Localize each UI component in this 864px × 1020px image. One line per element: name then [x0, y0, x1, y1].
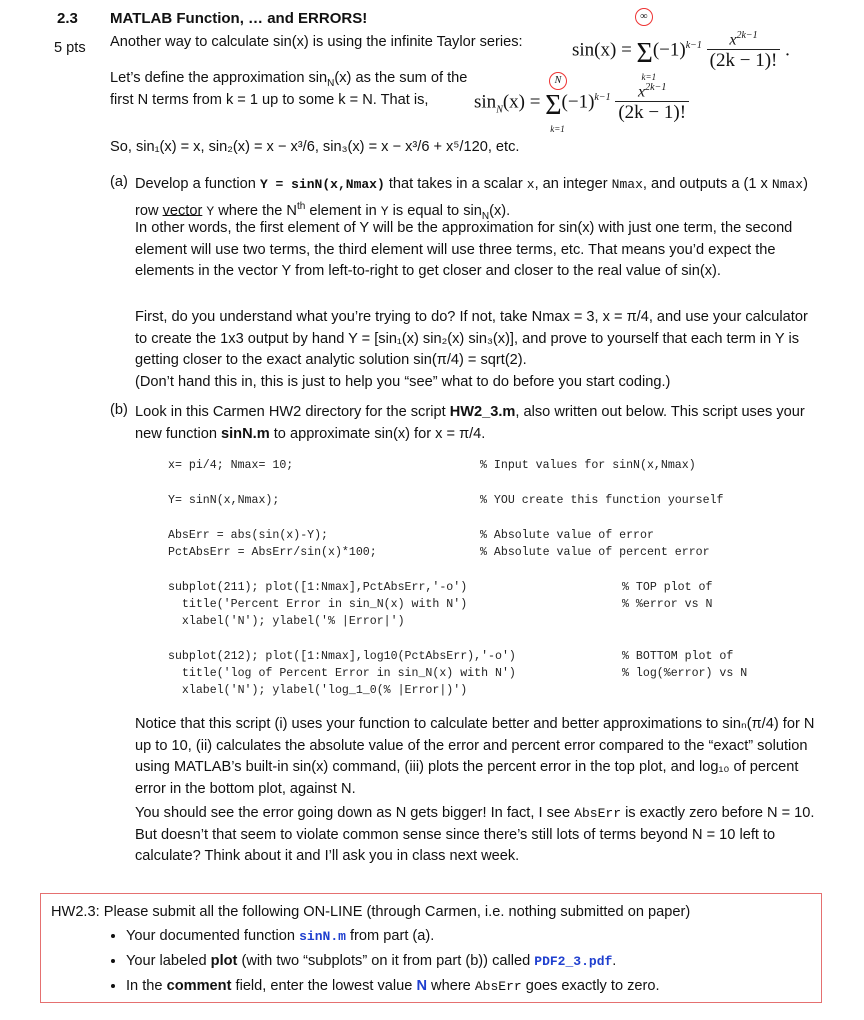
infinity-circle-annotation: ∞	[635, 8, 653, 26]
examples: So, sin₁(x) = x, sin₂(x) = x − x³/6, sin₃(x) = x − x³/6 + x⁵/120, etc.	[110, 139, 520, 155]
equation-sinN: $\sin_N(x) = \Sigma$ k=1 $(-1)^{k-1}$ $\frac{x^{2k-1}}{(2k - 1)!}$	[474, 82, 689, 124]
part-b-label: (b)	[110, 402, 128, 418]
part-b-p3: You should see the error going down as N gets bigger! In fact, I see AbsErr is exactly zero before N = 10. But doesn’t that seem to violate common sense since there’s still lots of terms beyond N = 10 left to calculate? Think about it and I’ll ask you in class next week.	[135, 805, 815, 864]
part-a-label: (a)	[110, 174, 128, 190]
points: 5 pts	[54, 40, 86, 56]
part-a-p1: Develop a function Y = sinN(x,Nmax) that takes in a scalar x, an integer Nmax, and outputs a (1 x Nmax) row vector Y where the $N^{th}$ element in Y is equal to $\sin_N(x)$.	[135, 176, 808, 222]
submit-item-comment: • In the comment field, enter the lowest value N where AbsErr goes exactly to zero.	[126, 974, 660, 999]
section-title: MATLAB Function, … and ERRORS!	[110, 10, 368, 27]
submission-box	[40, 893, 822, 1003]
equation-taylor: sin(x) = Σ k=1 $(-1)^{k-1}$ $\frac{x^{2k-1}}{(2k - 1)!}$ .	[572, 30, 790, 82]
intro-line1: Another way to calculate sin(x) is using the infinite Taylor series:	[110, 34, 523, 50]
part-b-p2: Notice that this script (i) uses your function to calculate better and better approximations to sinₙ(π/4) for N up to 10, (ii) calculates the absolute value of the error and percent error compared to the “exact” solution using MATLAB’s built-in sin(x) command, (iii) plots the percent error in the top plot, and log₁₀ of percent error in the bottom plot, against N.	[135, 716, 815, 797]
submission-header: HW2.3: Please submit all the following ON-LINE (through Carmen, i.e. nothing submitted on paper)	[51, 904, 691, 920]
intro-line2: Let’s define the approximation $\sin_N(x)$ as the sum of the	[110, 70, 468, 89]
part-a-p3: First, do you understand what you’re trying to do? If not, take Nmax = 3, x = π/4, and use your calculator to create the 1x3 output by hand Y = [sin₁(x) sin₂(x) sin₃(x)], and prove to yourself that each term in Y is getting closer to the exact analytic solution sin(π/4) = sqrt(2).	[135, 309, 808, 368]
N-circle-annotation: N	[549, 72, 567, 90]
submit-item-function: • Your documented function sinN.m from part (a).	[126, 924, 660, 949]
intro-line3: first N terms from k = 1 up to some k = N. That is,	[110, 92, 429, 108]
part-a-p4: (Don’t hand this in, this is just to help you “see” what to do before you start coding.)	[135, 374, 671, 390]
part-a-p2: In other words, the first element of Y will be the approximation for sin(x) with just one term, the second element will use two terms, the third element will use three terms, etc. That means you’d expect the elements in the vector Y from left-to-right to get closer and closer to the real value of sin(x).	[135, 220, 793, 279]
submit-item-plot: • Your labeled plot (with two “subplots” on it from part (b)) called PDF2_3.pdf.	[126, 949, 660, 974]
part-b-p1: Look in this Carmen HW2 directory for the script HW2_3.m, also written out below. This script uses your new function sinN.m to approximate sin(x) for x = π/4.	[135, 404, 805, 442]
section-number: 2.3	[57, 10, 78, 27]
